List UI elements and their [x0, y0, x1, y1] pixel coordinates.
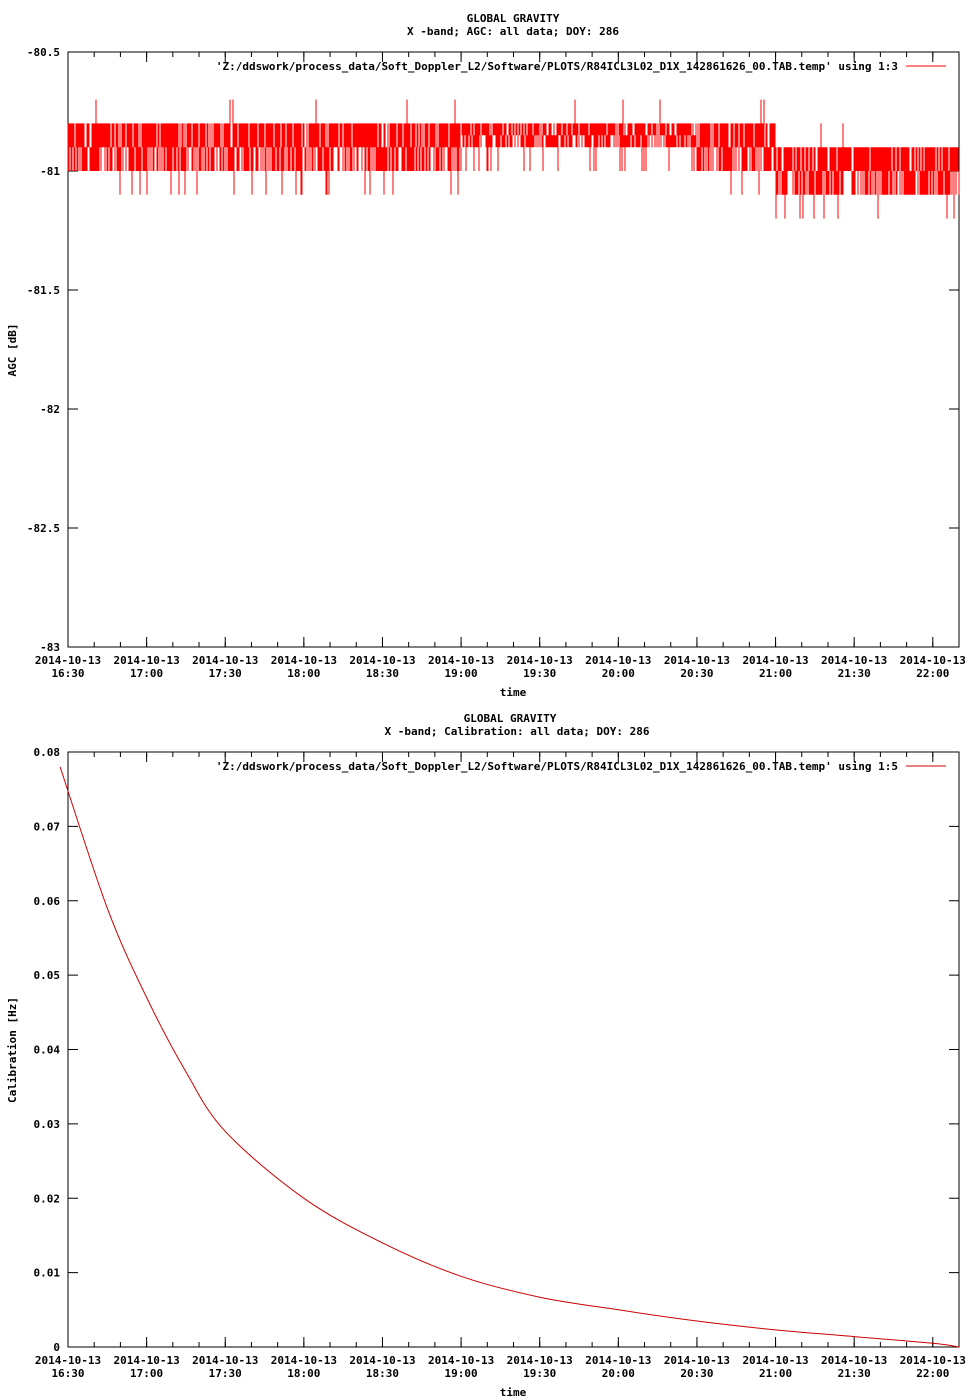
x-tick-date-label: 2014-10-13: [113, 654, 180, 667]
x-tick-date-label: 2014-10-13: [34, 654, 102, 667]
y-tick-label: 0.02: [33, 1192, 60, 1206]
x-tick-date-label: 2014-10-13: [192, 1354, 259, 1367]
calibration-curve: [60, 767, 959, 1347]
y-axis-label: Calibration [Hz]: [6, 997, 19, 1103]
x-tick-date-label: 2014-10-13: [821, 1354, 888, 1367]
x-axis-label: time: [499, 1386, 527, 1399]
chart-title: GLOBAL GRAVITY: [466, 12, 560, 25]
y-tick-label: -82: [40, 403, 60, 416]
x-tick-time-label: 17:30: [208, 667, 242, 680]
x-tick-time-label: 18:00: [287, 1367, 321, 1380]
x-tick-time-label: 22:00: [916, 1367, 950, 1380]
y-axis-ticks: [34, 746, 960, 1354]
x-tick-time-label: 21:30: [837, 1367, 871, 1380]
y-tick-label: 0.05: [33, 969, 60, 983]
x-tick-time-label: 21:00: [758, 667, 793, 680]
y-tick-label: 0.01: [33, 1266, 60, 1280]
y-tick-label: -83: [40, 641, 60, 654]
agc-chart: [6, 12, 966, 699]
legend-label: 'Z:/ddswork/process_data/Soft_Doppler_L2/Software/PLOTS/R84ICL3L02_D1X_142861626_00.TAB.temp' using 1:3: [215, 60, 898, 73]
y-tick-label: -80.5: [26, 46, 60, 59]
chart-title: GLOBAL GRAVITY: [463, 712, 557, 725]
x-tick-date-label: 2014-10-13: [821, 654, 888, 667]
x-tick-date-label: 2014-10-13: [742, 1354, 809, 1367]
x-tick-date-label: 2014-10-13: [506, 654, 573, 667]
x-tick-time-label: 17:00: [130, 1367, 164, 1380]
x-tick-date-label: 2014-10-13: [585, 654, 652, 667]
x-tick-time-label: 18:00: [287, 667, 321, 680]
x-tick-date-label: 2014-10-13: [585, 1354, 652, 1367]
x-tick-date-label: 2014-10-13: [270, 654, 337, 667]
y-tick-label: -82.5: [26, 522, 60, 535]
x-tick-time-label: 20:30: [680, 667, 714, 680]
x-tick-date-label: 2014-10-13: [349, 654, 416, 667]
legend-label: 'Z:/ddswork/process_data/Soft_Doppler_L2/Software/PLOTS/R84ICL3L02_D1X_142861626_00.TAB.temp' using 1:5: [215, 760, 898, 773]
y-tick-label: 0.04: [33, 1043, 60, 1057]
x-tick-time-label: 17:00: [130, 667, 164, 680]
y-tick-label: 0.03: [33, 1117, 60, 1131]
x-tick-time-label: 19:00: [444, 667, 478, 680]
y-tick-label: 0: [53, 1341, 60, 1354]
x-tick-time-label: 22:00: [916, 667, 950, 680]
calibration-chart: [6, 712, 966, 1399]
y-axis-label: AGC [dB]: [6, 323, 19, 377]
y-tick-label: -81.5: [26, 284, 60, 297]
x-tick-time-label: 16:30: [51, 667, 85, 680]
x-tick-time-label: 21:30: [837, 667, 871, 680]
x-axis-ticks: [35, 752, 966, 1380]
x-tick-date-label: 2014-10-13: [899, 654, 966, 667]
x-tick-time-label: 18:30: [365, 1367, 400, 1380]
x-tick-date-label: 2014-10-13: [113, 1354, 180, 1367]
x-tick-date-label: 2014-10-13: [34, 1354, 102, 1367]
x-tick-time-label: 19:00: [444, 1367, 478, 1380]
x-tick-date-label: 2014-10-13: [663, 1354, 731, 1367]
chart-subtitle: X -band; Calibration: all data; DOY: 286: [384, 725, 650, 738]
x-tick-date-label: 2014-10-13: [270, 1354, 337, 1367]
y-tick-label: 0.06: [33, 894, 60, 908]
plot-frame: [68, 752, 959, 1347]
x-tick-time-label: 18:30: [365, 667, 400, 680]
x-tick-time-label: 20:00: [601, 1367, 635, 1380]
calibration-series: [60, 767, 959, 1347]
y-tick-label: 0.07: [33, 820, 60, 834]
x-tick-time-label: 19:30: [523, 667, 557, 680]
agc-series: [68, 100, 959, 219]
x-tick-date-label: 2014-10-13: [349, 1354, 416, 1367]
x-tick-date-label: 2014-10-13: [427, 654, 495, 667]
x-tick-date-label: 2014-10-13: [427, 1354, 495, 1367]
agc-trace: [68, 100, 959, 219]
x-tick-time-label: 20:00: [601, 667, 635, 680]
x-tick-date-label: 2014-10-13: [663, 654, 731, 667]
x-tick-date-label: 2014-10-13: [899, 1354, 966, 1367]
x-tick-date-label: 2014-10-13: [742, 654, 809, 667]
x-tick-time-label: 17:30: [208, 1367, 242, 1380]
x-tick-date-label: 2014-10-13: [506, 1354, 573, 1367]
x-axis-label: time: [499, 686, 527, 699]
y-tick-label: 0.08: [33, 746, 60, 759]
y-tick-label: -81: [40, 165, 60, 178]
x-tick-date-label: 2014-10-13: [192, 654, 259, 667]
x-tick-time-label: 19:30: [523, 1367, 557, 1380]
chart-subtitle: X -band; AGC: all data; DOY: 286: [407, 25, 619, 38]
x-tick-time-label: 20:30: [680, 1367, 714, 1380]
x-tick-time-label: 16:30: [51, 1367, 85, 1380]
x-tick-time-label: 21:00: [758, 1367, 793, 1380]
